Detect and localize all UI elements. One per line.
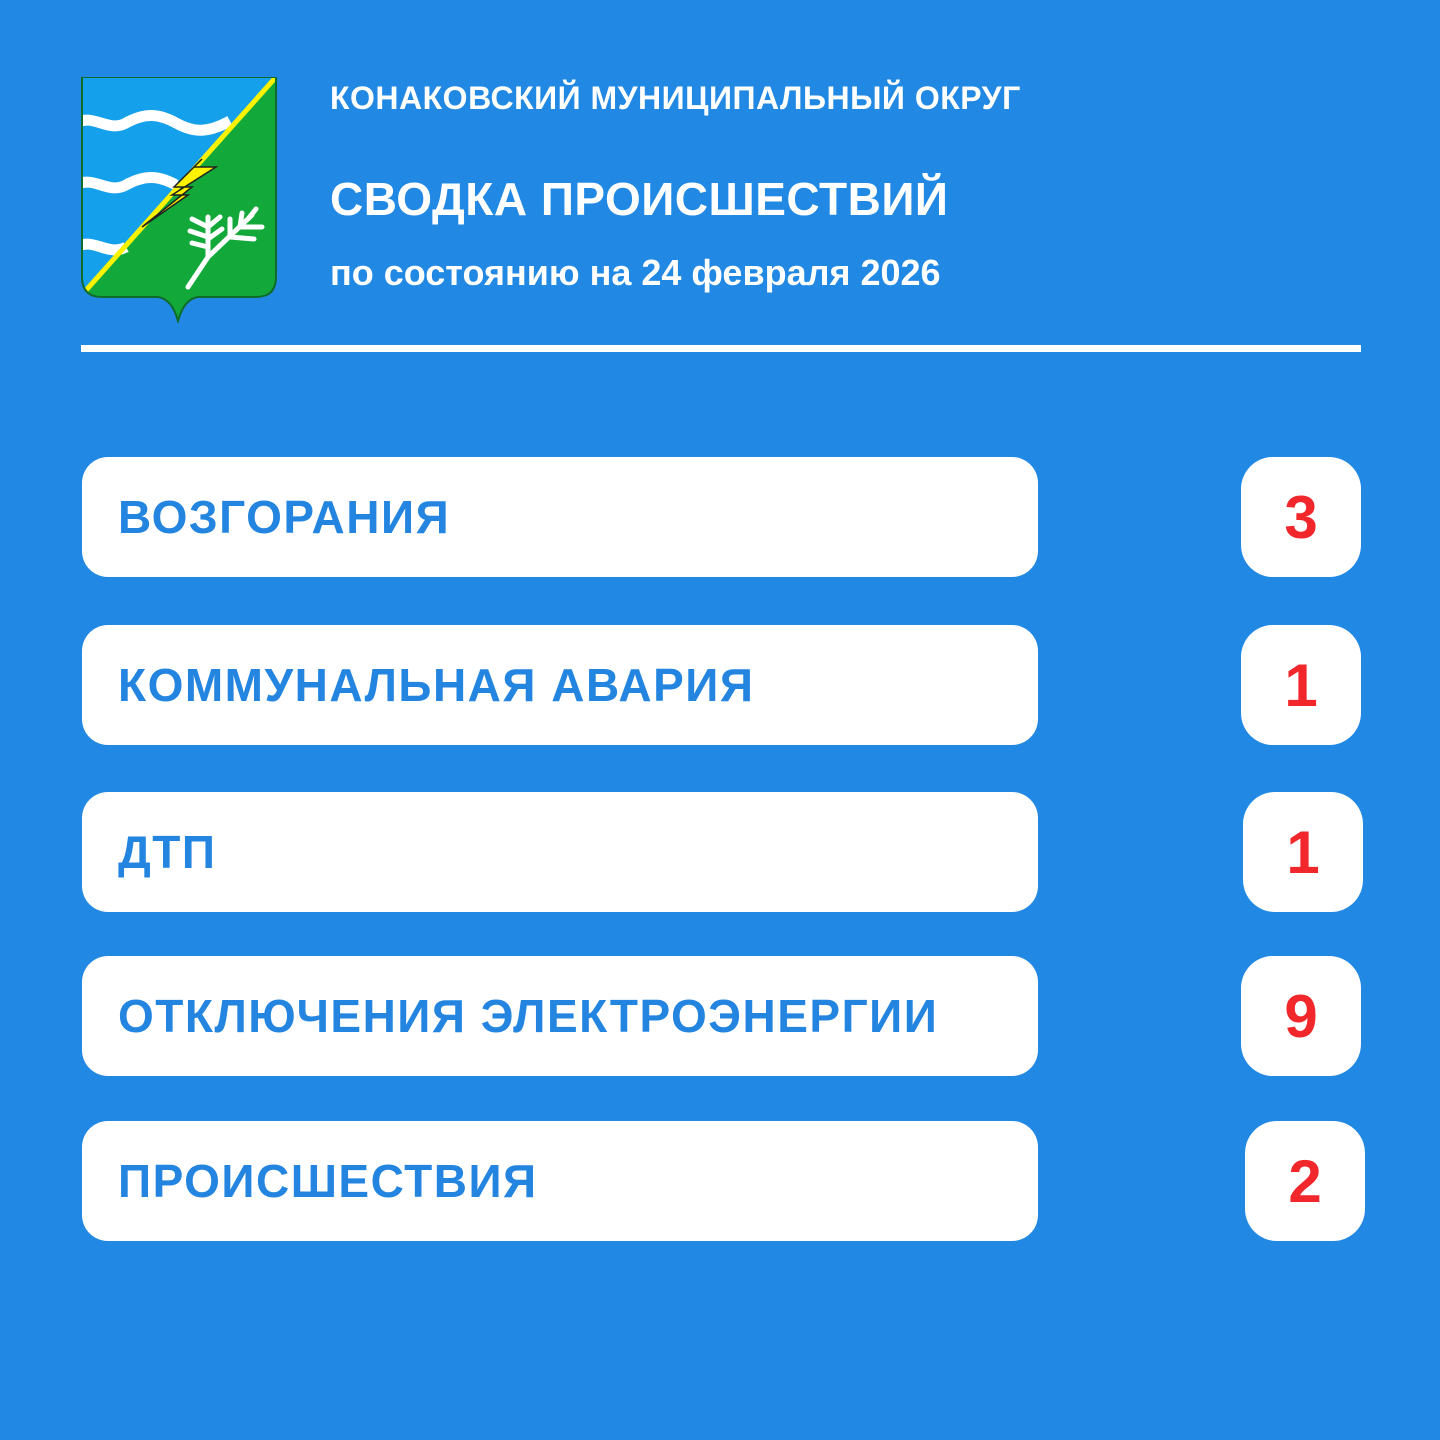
incident-count-power-outages: 9 bbox=[1241, 956, 1361, 1076]
incident-label-fires: ВОЗГОРАНИЯ bbox=[82, 457, 1038, 577]
incident-label-utility-accident: КОММУНАЛЬНАЯ АВАРИЯ bbox=[82, 625, 1038, 745]
incident-count-fires: 3 bbox=[1241, 457, 1361, 577]
incident-count-utility-accident: 1 bbox=[1241, 625, 1361, 745]
incident-count-road-accidents: 1 bbox=[1243, 792, 1363, 912]
page-title: СВОДКА ПРОИСШЕСТВИЙ bbox=[330, 173, 949, 225]
incident-label-other-incidents: ПРОИСШЕСТВИЯ bbox=[82, 1121, 1038, 1241]
incident-count-other-incidents: 2 bbox=[1245, 1121, 1365, 1241]
header-divider bbox=[81, 345, 1361, 352]
report-date: по состоянию на 24 февраля 2026 bbox=[330, 252, 941, 293]
incident-label-power-outages: ОТКЛЮЧЕНИЯ ЭЛЕКТРОЭНЕРГИИ bbox=[82, 956, 1038, 1076]
incident-label-road-accidents: ДТП bbox=[82, 792, 1038, 912]
coat-of-arms-icon bbox=[80, 77, 278, 323]
district-name: КОНАКОВСКИЙ МУНИЦИПАЛЬНЫЙ ОКРУГ bbox=[330, 80, 1021, 116]
